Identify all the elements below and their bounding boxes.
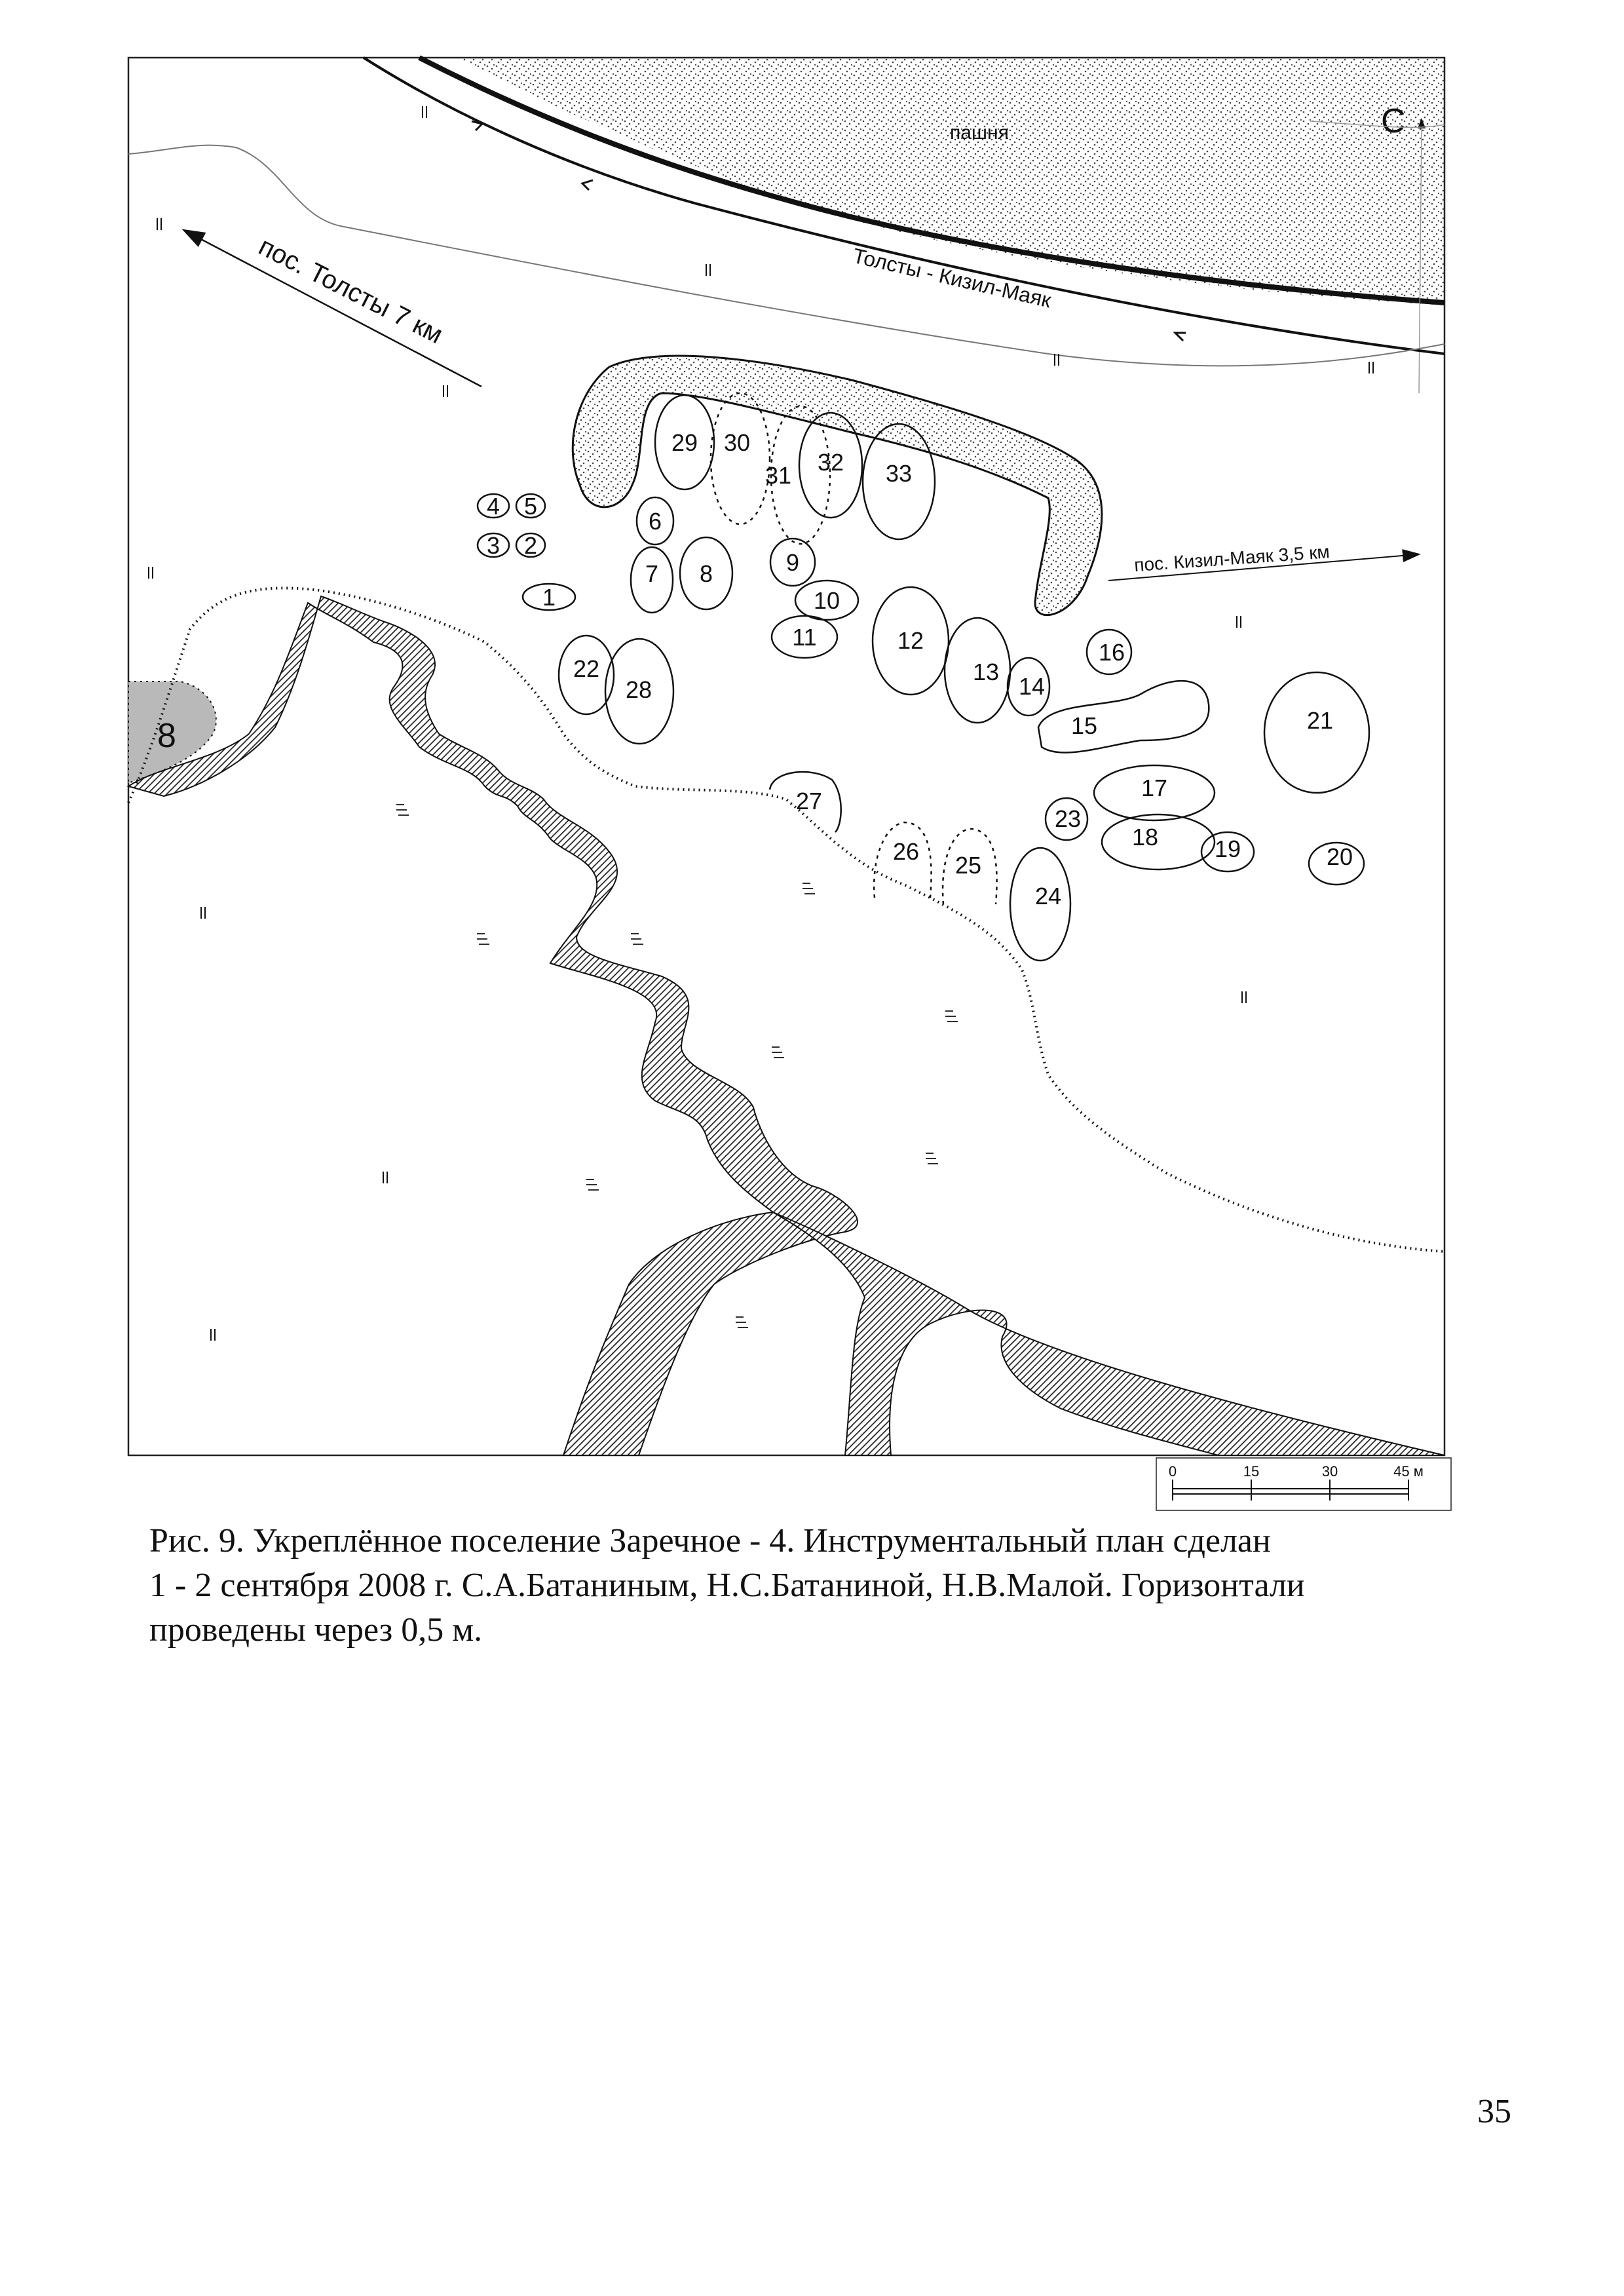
pit-label: 7 <box>645 560 659 587</box>
pit-label: 27 <box>795 788 823 814</box>
pit-label: 21 <box>1306 707 1334 734</box>
scale-tick-label: 15 <box>1243 1463 1260 1480</box>
pit-label: 11 <box>792 624 817 651</box>
pit-label: 30 <box>723 429 751 456</box>
scale-tick-label: 0 <box>1168 1463 1177 1480</box>
pit-label: 19 <box>1214 835 1241 862</box>
pit-label: 15 <box>1070 712 1098 739</box>
page-number: 35 <box>1477 2093 1511 2130</box>
pit-label: 22 <box>573 655 600 682</box>
pit-label: 25 <box>954 852 982 879</box>
stream-lower <box>773 1212 1445 1455</box>
field-label: пашня <box>950 122 1009 144</box>
caption-line: 1 - 2 сентября 2008 г. С.А.Батаниным, Н.С.Батаниной, Н.В.Малой. Горизонтали <box>149 1567 1305 1604</box>
road-arrow-icon <box>582 180 593 190</box>
pit-label: 14 <box>1018 673 1046 700</box>
road-arrow-icon <box>1175 333 1186 341</box>
scale-tick-label: 30 <box>1321 1463 1338 1480</box>
pit-label: 17 <box>1141 775 1168 801</box>
pit-label: 20 <box>1326 843 1353 870</box>
stream <box>128 596 858 1455</box>
figure-caption <box>149 1519 1486 1653</box>
pit-label: 18 <box>1131 824 1159 851</box>
to-tolsty-label: пос. Толсты 7 км <box>254 231 447 350</box>
north-label: С <box>1381 102 1406 140</box>
pit-label: 9 <box>785 549 800 576</box>
pit-label: 32 <box>817 449 844 476</box>
to-kizil-mayak-label: пос. Кизил-Маяк 3,5 км <box>1133 541 1331 575</box>
pit <box>1038 681 1209 752</box>
pit-label: 28 <box>625 676 652 703</box>
pit-label: 10 <box>813 587 840 614</box>
terrace-edge <box>128 588 1445 1252</box>
caption-line: проведены через 0,5 м. <box>149 1611 483 1649</box>
gray-area-mark: 8 <box>157 717 176 755</box>
pit-label: 33 <box>885 460 913 487</box>
pit-label: 31 <box>765 462 792 489</box>
scale-tick-label: 45 м <box>1393 1463 1424 1480</box>
pit-label: 24 <box>1034 883 1062 909</box>
pit-label: 6 <box>648 508 662 535</box>
pit-label: 2 <box>523 532 538 559</box>
pit-label: 26 <box>892 838 920 865</box>
pit-label: 29 <box>671 429 698 456</box>
pit-label: 13 <box>972 659 1000 685</box>
pit-label: 5 <box>523 493 538 520</box>
road-arrow-icon <box>472 121 482 130</box>
pit-label: 12 <box>897 627 924 654</box>
pit-label: 4 <box>486 493 500 520</box>
pit-label: 3 <box>486 532 500 559</box>
pit-label: 1 <box>542 584 556 611</box>
road-label: Толсты - Кизил-Маяк <box>850 243 1054 313</box>
pit-label: 23 <box>1054 805 1082 832</box>
to-tolsty-arrow <box>185 231 482 387</box>
caption-line: Рис. 9. Укреплённое поселение Заречное - 4. Инструментальный план сделан <box>149 1522 1271 1559</box>
pit-label: 8 <box>699 560 713 587</box>
pit <box>711 393 770 524</box>
pit-label: 16 <box>1098 639 1125 666</box>
